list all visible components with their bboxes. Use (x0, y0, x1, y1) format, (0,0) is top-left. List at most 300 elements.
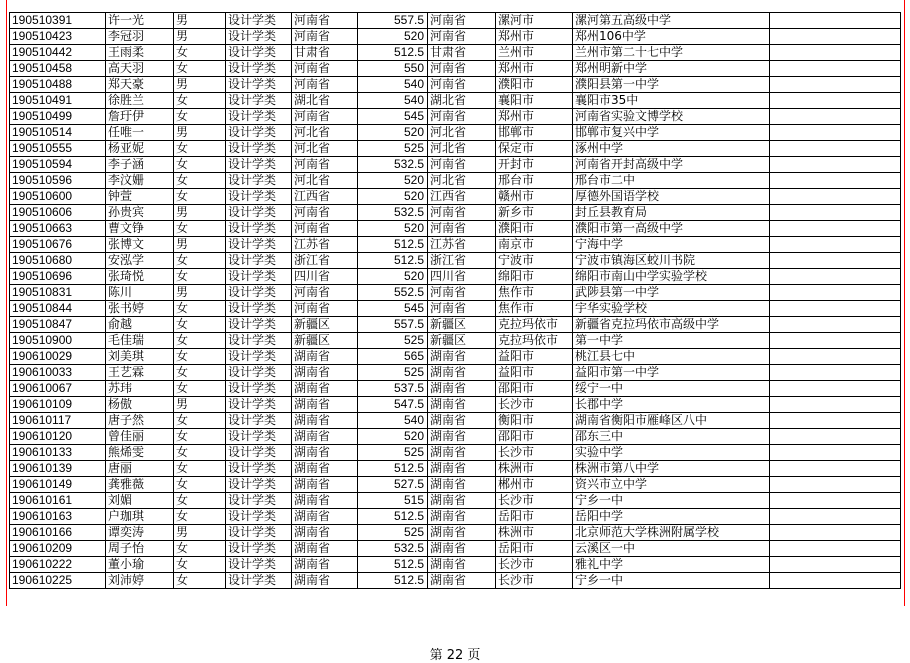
major-category-cell: 设计学类 (226, 205, 292, 221)
page-number: 第 22 页 (429, 648, 481, 663)
score-cell: 547.5 (358, 397, 428, 413)
gender-cell: 女 (174, 173, 226, 189)
score-cell: 532.5 (358, 157, 428, 173)
major-category-cell: 设计学类 (226, 109, 292, 125)
high-school-cell: 封丘县教育局 (573, 205, 770, 221)
gender-cell: 男 (174, 397, 226, 413)
high-school-cell: 邵东三中 (573, 429, 770, 445)
exam-province-cell: 湖南省 (292, 461, 358, 477)
remark-cell (770, 237, 901, 253)
table-row (10, 333, 901, 349)
student-name-cell: 许一光 (106, 13, 174, 29)
exam-province-cell: 甘肃省 (292, 45, 358, 61)
student-name-cell: 周子怡 (106, 541, 174, 557)
city-cell: 南京市 (496, 237, 573, 253)
high-school-cell: 濮阳县第一中学 (573, 77, 770, 93)
remark-cell (770, 557, 901, 573)
table-row (10, 61, 901, 77)
major-category-cell: 设计学类 (226, 93, 292, 109)
student-name-cell: 唐丽 (106, 461, 174, 477)
remark-cell (770, 413, 901, 429)
student-id-cell: 190610139 (10, 461, 106, 477)
score-cell: 520 (358, 221, 428, 237)
high-school-cell: 邢台市二中 (573, 173, 770, 189)
table-row (10, 253, 901, 269)
major-category-cell: 设计学类 (226, 141, 292, 157)
city-cell: 郴州市 (496, 477, 573, 493)
remark-cell (770, 493, 901, 509)
high-school-cell: 绥宁一中 (573, 381, 770, 397)
home-province-cell: 湖南省 (428, 509, 496, 525)
exam-province-cell: 湖南省 (292, 349, 358, 365)
high-school-cell: 宁乡一中 (573, 493, 770, 509)
student-name-cell: 杨傲 (106, 397, 174, 413)
table-row (10, 173, 901, 189)
major-category-cell: 设计学类 (226, 13, 292, 29)
high-school-cell: 漯河第五高级中学 (573, 13, 770, 29)
remark-cell (770, 205, 901, 221)
student-id-cell: 190510663 (10, 221, 106, 237)
gender-cell: 女 (174, 45, 226, 61)
home-province-cell: 河南省 (428, 29, 496, 45)
exam-province-cell: 四川省 (292, 269, 358, 285)
table-row (10, 189, 901, 205)
major-category-cell: 设计学类 (226, 253, 292, 269)
score-cell: 520 (358, 429, 428, 445)
student-name-cell: 孙贵宾 (106, 205, 174, 221)
gender-cell: 男 (174, 525, 226, 541)
student-id-cell: 190510491 (10, 93, 106, 109)
score-cell: 557.5 (358, 317, 428, 333)
score-cell: 525 (358, 525, 428, 541)
major-category-cell: 设计学类 (226, 77, 292, 93)
student-id-cell: 190510831 (10, 285, 106, 301)
table-row (10, 429, 901, 445)
table-row (10, 445, 901, 461)
exam-province-cell: 湖南省 (292, 429, 358, 445)
student-id-cell: 190510594 (10, 157, 106, 173)
gender-cell: 女 (174, 333, 226, 349)
table-row (10, 13, 901, 29)
gender-cell: 女 (174, 109, 226, 125)
student-id-cell: 190510442 (10, 45, 106, 61)
score-cell: 520 (358, 173, 428, 189)
gender-cell: 女 (174, 461, 226, 477)
major-category-cell: 设计学类 (226, 45, 292, 61)
high-school-cell: 宁乡一中 (573, 573, 770, 589)
exam-province-cell: 河南省 (292, 301, 358, 317)
major-category-cell: 设计学类 (226, 125, 292, 141)
student-name-cell: 俞越 (106, 317, 174, 333)
table-row (10, 397, 901, 413)
student-name-cell: 钟萱 (106, 189, 174, 205)
gender-cell: 男 (174, 205, 226, 221)
home-province-cell: 江西省 (428, 189, 496, 205)
home-province-cell: 湖南省 (428, 461, 496, 477)
student-id-cell: 190610209 (10, 541, 106, 557)
high-school-cell: 北京师范大学株洲附属学校 (573, 525, 770, 541)
gender-cell: 女 (174, 301, 226, 317)
gender-cell: 女 (174, 365, 226, 381)
gender-cell: 男 (174, 285, 226, 301)
remark-cell (770, 125, 901, 141)
high-school-cell: 河南省实验文博学校 (573, 109, 770, 125)
exam-province-cell: 湖南省 (292, 509, 358, 525)
high-school-cell: 湖南省衡阳市雁峰区八中 (573, 413, 770, 429)
high-school-cell: 河南省开封高级中学 (573, 157, 770, 173)
exam-province-cell: 河南省 (292, 205, 358, 221)
city-cell: 株洲市 (496, 461, 573, 477)
high-school-cell: 宁波市镇海区蛟川书院 (573, 253, 770, 269)
home-province-cell: 河南省 (428, 77, 496, 93)
city-cell: 长沙市 (496, 493, 573, 509)
score-cell: 525 (358, 445, 428, 461)
student-name-cell: 詹玗伊 (106, 109, 174, 125)
student-name-cell: 刘美琪 (106, 349, 174, 365)
remark-cell (770, 301, 901, 317)
exam-province-cell: 江西省 (292, 189, 358, 205)
score-cell: 520 (358, 125, 428, 141)
student-id-cell: 190510606 (10, 205, 106, 221)
gender-cell: 女 (174, 541, 226, 557)
high-school-cell: 宇华实验学校 (573, 301, 770, 317)
table-row (10, 77, 901, 93)
major-category-cell: 设计学类 (226, 509, 292, 525)
high-school-cell: 绵阳市南山中学实验学校 (573, 269, 770, 285)
home-province-cell: 湖南省 (428, 413, 496, 429)
admission-table-container (9, 12, 901, 589)
student-name-cell: 李子涵 (106, 157, 174, 173)
exam-province-cell: 新疆区 (292, 317, 358, 333)
exam-province-cell: 河南省 (292, 109, 358, 125)
remark-cell (770, 93, 901, 109)
gender-cell: 女 (174, 413, 226, 429)
home-province-cell: 湖南省 (428, 477, 496, 493)
table-row (10, 509, 901, 525)
student-name-cell: 任唯一 (106, 125, 174, 141)
table-row (10, 381, 901, 397)
student-id-cell: 190510423 (10, 29, 106, 45)
home-province-cell: 湖南省 (428, 381, 496, 397)
home-province-cell: 河南省 (428, 205, 496, 221)
gender-cell: 女 (174, 445, 226, 461)
remark-cell (770, 477, 901, 493)
home-province-cell: 河南省 (428, 61, 496, 77)
score-cell: 520 (358, 269, 428, 285)
student-name-cell: 张博文 (106, 237, 174, 253)
gender-cell: 女 (174, 429, 226, 445)
table-row (10, 349, 901, 365)
remark-cell (770, 541, 901, 557)
gender-cell: 女 (174, 509, 226, 525)
remark-cell (770, 29, 901, 45)
student-name-cell: 王雨柔 (106, 45, 174, 61)
home-province-cell: 河北省 (428, 173, 496, 189)
major-category-cell: 设计学类 (226, 541, 292, 557)
student-name-cell: 董小瑜 (106, 557, 174, 573)
student-name-cell: 刘沛婷 (106, 573, 174, 589)
score-cell: 512.5 (358, 237, 428, 253)
city-cell: 邯郸市 (496, 125, 573, 141)
score-cell: 540 (358, 77, 428, 93)
home-province-cell: 湖南省 (428, 445, 496, 461)
high-school-cell: 雅礼中学 (573, 557, 770, 573)
remark-cell (770, 109, 901, 125)
high-school-cell: 兰州市第二十七中学 (573, 45, 770, 61)
high-school-cell: 武陟县第一中学 (573, 285, 770, 301)
exam-province-cell: 湖南省 (292, 413, 358, 429)
table-row (10, 93, 901, 109)
city-cell: 新乡市 (496, 205, 573, 221)
exam-province-cell: 新疆区 (292, 333, 358, 349)
score-cell: 540 (358, 93, 428, 109)
student-id-cell: 190610120 (10, 429, 106, 445)
score-cell: 532.5 (358, 205, 428, 221)
major-category-cell: 设计学类 (226, 61, 292, 77)
student-name-cell: 毛佳瑞 (106, 333, 174, 349)
score-cell: 520 (358, 189, 428, 205)
home-province-cell: 湖南省 (428, 573, 496, 589)
score-cell: 525 (358, 365, 428, 381)
high-school-cell: 第一中学 (573, 333, 770, 349)
exam-province-cell: 河南省 (292, 157, 358, 173)
gender-cell: 女 (174, 157, 226, 173)
table-row (10, 125, 901, 141)
student-name-cell: 李汶姗 (106, 173, 174, 189)
major-category-cell: 设计学类 (226, 525, 292, 541)
exam-province-cell: 湖南省 (292, 493, 358, 509)
admission-table (9, 12, 901, 589)
exam-province-cell: 河北省 (292, 141, 358, 157)
exam-province-cell: 河北省 (292, 173, 358, 189)
exam-province-cell: 湖南省 (292, 541, 358, 557)
major-category-cell: 设计学类 (226, 557, 292, 573)
student-id-cell: 190510844 (10, 301, 106, 317)
student-id-cell: 190610109 (10, 397, 106, 413)
home-province-cell: 河南省 (428, 301, 496, 317)
student-name-cell: 熊烯雯 (106, 445, 174, 461)
high-school-cell: 长郡中学 (573, 397, 770, 413)
table-row (10, 317, 901, 333)
score-cell: 512.5 (358, 573, 428, 589)
remark-cell (770, 333, 901, 349)
remark-cell (770, 141, 901, 157)
student-name-cell: 安泓学 (106, 253, 174, 269)
high-school-cell: 资兴市立中学 (573, 477, 770, 493)
remark-cell (770, 253, 901, 269)
student-id-cell: 190610225 (10, 573, 106, 589)
major-category-cell: 设计学类 (226, 333, 292, 349)
exam-province-cell: 江苏省 (292, 237, 358, 253)
home-province-cell: 湖南省 (428, 493, 496, 509)
city-cell: 克拉玛依市 (496, 317, 573, 333)
city-cell: 邢台市 (496, 173, 573, 189)
student-name-cell: 曾佳丽 (106, 429, 174, 445)
high-school-cell: 襄阳市35中 (573, 93, 770, 109)
city-cell: 赣州市 (496, 189, 573, 205)
home-province-cell: 河南省 (428, 221, 496, 237)
remark-cell (770, 525, 901, 541)
home-province-cell: 新疆区 (428, 333, 496, 349)
remark-cell (770, 365, 901, 381)
remark-cell (770, 397, 901, 413)
home-province-cell: 河南省 (428, 285, 496, 301)
exam-province-cell: 河南省 (292, 77, 358, 93)
student-name-cell: 高天羽 (106, 61, 174, 77)
home-province-cell: 湖南省 (428, 525, 496, 541)
high-school-cell: 云溪区一中 (573, 541, 770, 557)
score-cell: 545 (358, 301, 428, 317)
student-name-cell: 龚雅薇 (106, 477, 174, 493)
remark-cell (770, 45, 901, 61)
city-cell: 漯河市 (496, 13, 573, 29)
score-cell: 565 (358, 349, 428, 365)
student-id-cell: 190510680 (10, 253, 106, 269)
exam-province-cell: 湖南省 (292, 381, 358, 397)
major-category-cell: 设计学类 (226, 397, 292, 413)
city-cell: 焦作市 (496, 285, 573, 301)
exam-province-cell: 湖北省 (292, 93, 358, 109)
high-school-cell: 涿州中学 (573, 141, 770, 157)
student-id-cell: 190610067 (10, 381, 106, 397)
gender-cell: 男 (174, 125, 226, 141)
major-category-cell: 设计学类 (226, 317, 292, 333)
remark-cell (770, 317, 901, 333)
table-row (10, 477, 901, 493)
student-id-cell: 190610222 (10, 557, 106, 573)
student-id-cell: 190510555 (10, 141, 106, 157)
table-row (10, 365, 901, 381)
student-id-cell: 190510596 (10, 173, 106, 189)
table-row (10, 557, 901, 573)
score-cell: 552.5 (358, 285, 428, 301)
gender-cell: 女 (174, 61, 226, 77)
score-cell: 525 (358, 333, 428, 349)
city-cell: 襄阳市 (496, 93, 573, 109)
major-category-cell: 设计学类 (226, 173, 292, 189)
exam-province-cell: 浙江省 (292, 253, 358, 269)
page-margin-line-right (904, 0, 905, 606)
high-school-cell: 郑州明新中学 (573, 61, 770, 77)
student-id-cell: 190510514 (10, 125, 106, 141)
home-province-cell: 湖北省 (428, 93, 496, 109)
table-row (10, 525, 901, 541)
city-cell: 岳阳市 (496, 509, 573, 525)
gender-cell: 女 (174, 253, 226, 269)
major-category-cell: 设计学类 (226, 493, 292, 509)
high-school-cell: 益阳市第一中学 (573, 365, 770, 381)
score-cell: 557.5 (358, 13, 428, 29)
student-id-cell: 190510499 (10, 109, 106, 125)
student-name-cell: 郑天豪 (106, 77, 174, 93)
high-school-cell: 濮阳市第一高级中学 (573, 221, 770, 237)
city-cell: 濮阳市 (496, 77, 573, 93)
city-cell: 郑州市 (496, 29, 573, 45)
student-id-cell: 190510458 (10, 61, 106, 77)
remark-cell (770, 77, 901, 93)
gender-cell: 女 (174, 381, 226, 397)
table-row (10, 573, 901, 589)
major-category-cell: 设计学类 (226, 157, 292, 173)
exam-province-cell: 河南省 (292, 285, 358, 301)
remark-cell (770, 157, 901, 173)
score-cell: 532.5 (358, 541, 428, 557)
score-cell: 537.5 (358, 381, 428, 397)
exam-province-cell: 湖南省 (292, 365, 358, 381)
exam-province-cell: 河南省 (292, 13, 358, 29)
score-cell: 545 (358, 109, 428, 125)
city-cell: 郑州市 (496, 61, 573, 77)
table-row (10, 493, 901, 509)
major-category-cell: 设计学类 (226, 381, 292, 397)
student-name-cell: 苏玮 (106, 381, 174, 397)
city-cell: 绵阳市 (496, 269, 573, 285)
gender-cell: 女 (174, 317, 226, 333)
gender-cell: 女 (174, 141, 226, 157)
student-id-cell: 190510676 (10, 237, 106, 253)
exam-province-cell: 湖南省 (292, 397, 358, 413)
table-row (10, 285, 901, 301)
city-cell: 益阳市 (496, 365, 573, 381)
exam-province-cell: 河南省 (292, 29, 358, 45)
home-province-cell: 浙江省 (428, 253, 496, 269)
high-school-cell: 桃江县七中 (573, 349, 770, 365)
score-cell: 520 (358, 29, 428, 45)
city-cell: 邵阳市 (496, 429, 573, 445)
major-category-cell: 设计学类 (226, 413, 292, 429)
student-name-cell: 陈川 (106, 285, 174, 301)
student-id-cell: 190510600 (10, 189, 106, 205)
table-row (10, 541, 901, 557)
student-id-cell: 190610161 (10, 493, 106, 509)
major-category-cell: 设计学类 (226, 189, 292, 205)
student-name-cell: 户珈琪 (106, 509, 174, 525)
student-name-cell: 杨亚妮 (106, 141, 174, 157)
city-cell: 益阳市 (496, 349, 573, 365)
score-cell: 512.5 (358, 45, 428, 61)
home-province-cell: 湖南省 (428, 541, 496, 557)
exam-province-cell: 湖南省 (292, 477, 358, 493)
student-name-cell: 张书婷 (106, 301, 174, 317)
home-province-cell: 湖南省 (428, 349, 496, 365)
city-cell: 长沙市 (496, 445, 573, 461)
gender-cell: 男 (174, 237, 226, 253)
major-category-cell: 设计学类 (226, 461, 292, 477)
high-school-cell: 宁海中学 (573, 237, 770, 253)
remark-cell (770, 285, 901, 301)
home-province-cell: 湖南省 (428, 397, 496, 413)
major-category-cell: 设计学类 (226, 285, 292, 301)
student-id-cell: 190510696 (10, 269, 106, 285)
exam-province-cell: 河南省 (292, 61, 358, 77)
exam-province-cell: 湖南省 (292, 445, 358, 461)
student-name-cell: 谭奕涛 (106, 525, 174, 541)
gender-cell: 女 (174, 573, 226, 589)
remark-cell (770, 269, 901, 285)
city-cell: 克拉玛依市 (496, 333, 573, 349)
city-cell: 邵阳市 (496, 381, 573, 397)
home-province-cell: 河南省 (428, 157, 496, 173)
exam-province-cell: 湖南省 (292, 573, 358, 589)
high-school-cell: 厚德外国语学校 (573, 189, 770, 205)
student-id-cell: 190510488 (10, 77, 106, 93)
home-province-cell: 湖南省 (428, 429, 496, 445)
major-category-cell: 设计学类 (226, 269, 292, 285)
table-row (10, 237, 901, 253)
city-cell: 宁波市 (496, 253, 573, 269)
city-cell: 长沙市 (496, 573, 573, 589)
major-category-cell: 设计学类 (226, 573, 292, 589)
